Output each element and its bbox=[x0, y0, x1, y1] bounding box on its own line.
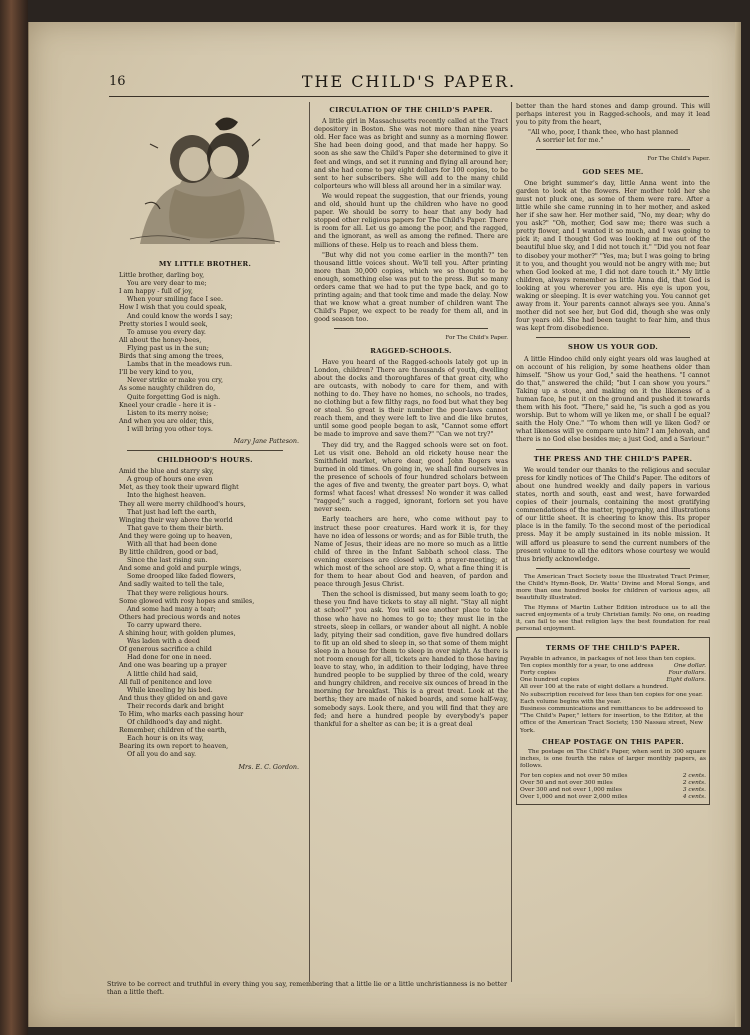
poem-my-little-brother bbox=[107, 271, 303, 433]
terms-row-value: 2 cents. bbox=[682, 772, 706, 779]
paragraph: A little girl in Massachusetts recently called at the Tract depository in Boston. She was not more than nine years old. Her face was as bright and sunny as a morning flower. She had been doing good, and that made her happy. So soon as she saw the Child's Paper she determined to give it feet and wings, and set it running and flying all around her; and she had come to pay eight dollars for 100 copies, to be sent to her subscribers. She will add to the many child colporteurs who will bless all around her in a similar way. bbox=[314, 117, 508, 190]
verse-line: Kneel your cradle - here it is - bbox=[119, 400, 216, 409]
divider bbox=[536, 337, 690, 338]
verse-line: Others had precious words and notes bbox=[119, 612, 241, 621]
verse-line: Remember, children of the earth, bbox=[119, 726, 227, 735]
terms-row-label: Payable in advance, in packages of not less than ten copies. bbox=[520, 655, 696, 662]
verse-line: Into the highest heaven. bbox=[127, 491, 206, 500]
verse-line: By little children, good or bad, bbox=[119, 548, 219, 557]
terms-row bbox=[520, 706, 706, 735]
poem-title-childhoods-hours: CHILDHOOD'S HOURS. bbox=[157, 456, 253, 465]
column-3 bbox=[511, 102, 710, 982]
poem-signature: Mary Jane Patteson. bbox=[233, 436, 299, 445]
paragraph: Then the school is dismissed, but many seem loath to go; these you find have tickets to stay all night. "Stay all night at school?" you ask. You will see another place to take those who have no homes to go to; they must lie in the streets, sleep in cellars, or wander about all night. A noble lady, pitying their sad condition, gave five hundred dollars to fit up an old shed to sleep in, so that some of them might sleep in a house for them to sleep in over night. As there is not room enough for all, tickets are handed to those having leave to stay, who, in addition to their lodging, have three hundred people to be supplied by three of the cold, weary and hungry children, and receive six ounces of bread in the morning for breakfast. This is a great treat. Look at the berths; they are made of naked boards, and some half-way, somebody says. Look there, and you will find that they are fed; and here a hundred people by everybody's paper thankful for a shelter as can be; it is a great deal bbox=[314, 590, 508, 728]
children-engraving-illustration bbox=[120, 104, 290, 254]
paragraph: We would tender our thanks to the religious and secular press for kindly notices of The Child's Paper. The editors of about one hundred weekly and daily papers in various states, north and south, east and west, have forwarded copies of their journals, containing the most gratifying commendations of the matter, typography, and illustrations of our little sheet. It is cheering to know this. Its proper place is in the family. To the second most of the periodical press. May it be amply sustained in its noble mission. It will afford us pleasure to send the current numbers of the present volume to all the editors whose courtesy we would thus briefly acknowledge. bbox=[516, 465, 710, 563]
verse-line: That they were religious hours. bbox=[127, 588, 229, 597]
terms-title: TERMS OF THE CHILD'S PAPER. bbox=[545, 644, 681, 653]
newspaper-page bbox=[28, 22, 741, 1027]
terms-row-value bbox=[703, 692, 706, 699]
divider bbox=[536, 449, 690, 450]
terms-row bbox=[520, 794, 706, 801]
verse-line: And sadly waited to tell the tale, bbox=[119, 580, 225, 589]
verse-line: Of childhood's day and night. bbox=[127, 718, 223, 727]
paragraph: The Hymns of Martin Luther Edition introduce us to all the sacred enjoyments of a truly Christian family. No one, on reading it, can fail to see that religion lays the best foundation for real personal enjoyment. bbox=[516, 604, 710, 633]
paragraph: Have you heard of the Ragged-schools lately got up in London, children? There are thousands of youth, dwelling about the docks and thoroughfares of that great city, who are outcasts, with nobody to care for them, and with nothing to do. They have no homes, no schools, no trades, no clothing but a few filthy rags, no food but what they beg or steal. So great is their number the poor-laws cannot reach them, and they were left to live and die like brutes, until some good people began to ask, "Cannot some effort be made to improve and save them?" "Can we not try?" bbox=[314, 357, 508, 439]
verse-line: Quite forgetting God is nigh. bbox=[127, 392, 221, 401]
terms-box bbox=[516, 637, 710, 805]
divider bbox=[127, 450, 283, 451]
terms-row-value: 4 cents. bbox=[682, 794, 706, 801]
verse-line: And some and gold and purple wings, bbox=[119, 564, 242, 573]
verse-line: Their records dark and bright bbox=[127, 701, 224, 710]
terms-row-value bbox=[703, 656, 706, 663]
article-continuation: better than the hard stones and damp ground. This will perhaps interest you in Ragged-schools, and may it lead you to pity from the heart, bbox=[516, 102, 710, 127]
terms-row bbox=[520, 773, 706, 780]
article-title-circulation: CIRCULATION OF THE CHILD'S PAPER. bbox=[329, 106, 493, 114]
verse-line: When your smiling face I see. bbox=[127, 295, 223, 304]
verse-line: Some drooped like faded flowers, bbox=[127, 572, 236, 581]
verse-line: With all that had been done bbox=[127, 540, 217, 548]
terms-row-label: Ten copies monthly for a year, to one address bbox=[520, 662, 654, 669]
verse-line: Flying past us in the sun; bbox=[127, 343, 209, 352]
verse-line: I'll be very kind to you, bbox=[119, 368, 194, 377]
paragraph: One bright summer's day, little Anna went into the garden to look at the flowers. Her mother told her she must not pluck one, as some of them were rare. After a little while she came running in to her mother, and asked her if she saw her. Her mother said, "No, my dear; why do you ask?" "Oh, mother, God saw me; there was such a pretty flower, and I wanted it so much, and I was going to pick it; and I thought God was looking at me out of the beautiful blue sky, and I did not touch it." "Did you not fear to disobey your mother?" "Yes, ma; but I was going to bring it to you, and thought you would not be angry with me; but when God looked at me, I did not dare touch it." My little children, always remember as little Anna did, that God is looking at you wherever you are. His eye is upon you, waking or sleeping. It is ever watching you. You cannot get away from it. Your parents cannot always see you. Anna's mother did not see her, but God did, though she was only four years old. She had been taught to fear him, and thus was kept from disobedience. bbox=[516, 178, 710, 333]
verse-line: Was laden with a deed bbox=[127, 637, 200, 646]
verse-line: To amuse you every day. bbox=[127, 327, 206, 336]
verse-line: And they were going up to heaven, bbox=[119, 531, 233, 540]
verse-line: And thus they glided on and gave bbox=[119, 693, 228, 702]
column-1 bbox=[107, 102, 303, 982]
column-2 bbox=[309, 102, 508, 982]
verse-line: Pretty stories I would seek, bbox=[119, 319, 208, 328]
book-binding bbox=[0, 0, 28, 1035]
paragraph: We would repeat the suggestion, that our friends, young and old, should hunt up the children who have no good paper. We should be sorry to hear that any body had stopped other religious papers for The Child's Paper. There is room for all. Let us go among the poor, and the ragged, and the ignorant, as well as among the refined. There are millions of these. Help us to reach and bless them. bbox=[314, 191, 508, 249]
terms-row bbox=[520, 780, 706, 787]
verse-line: Winging their way above the world bbox=[119, 515, 233, 524]
quoted-verse bbox=[516, 128, 710, 144]
verse-line: A shining hour, with golden plumes, bbox=[119, 629, 236, 638]
article-title-press: THE PRESS AND THE CHILD'S PAPER. bbox=[533, 454, 693, 463]
terms-row-value: Eight dollars. bbox=[666, 677, 706, 684]
verse-line: And when you are older, this, bbox=[119, 416, 214, 425]
verse-line: You are very dear to me; bbox=[127, 279, 207, 288]
terms-row-value bbox=[703, 699, 706, 706]
divider bbox=[334, 328, 488, 329]
page-edge bbox=[735, 22, 741, 1027]
verse-line: "All who, poor, I thank thee, who hast planned bbox=[528, 128, 679, 137]
terms-row bbox=[520, 692, 706, 699]
article-god-sees-me bbox=[516, 179, 710, 333]
article-title-god-sees-me: GOD SEES ME. bbox=[582, 167, 644, 176]
article-source: For The Child's Paper. bbox=[445, 335, 508, 342]
page-number: 16 bbox=[109, 74, 126, 89]
article-title-ragged-schools: RAGGED-SCHOOLS. bbox=[370, 346, 452, 355]
terms-row-value bbox=[703, 684, 706, 691]
verse-line: To carry upward there. bbox=[127, 620, 202, 629]
verse-line: All full of penitence and love bbox=[119, 677, 212, 686]
paragraph: The American Tract Society issue the Illustrated Tract Primer, the Child's Hymn-Book, Dr. Watts' Divine and Moral Songs, and more than one hundred books for children of various ages, all beautifully illustrated. bbox=[516, 573, 710, 602]
terms-row bbox=[520, 699, 706, 706]
paragraph: A little Hindoo child only eight years old was laughed at on account of his religion, by some heathens older than himself. "Show us your God," said the heathens. "I cannot do that," answered the child; "but I can show you yours." Taking up a stone, and making on it the likeness of a human face, he put it on the ground and pushed it towards them with his foot. "There," said he, "is such a god as you worship. But to whom will ye liken me, or shall I be equal? saith the Holy One." "To whom then will ye liken God? or what likeness will ye compare unto him? I am Jehovah, and there is no God else besides me; a just God, and a Saviour." bbox=[516, 354, 710, 444]
postage-intro: The postage on The Child's Paper, when sent in 300 square inches, is one fourth the rates of larger monthly papers, as follows. bbox=[520, 749, 706, 770]
terms-row-label: Over 300 and not over 1,000 miles bbox=[520, 787, 622, 794]
footer-text: Strive to be correct and truthful in every thing you say, remembering that a little lie or a little unchristianness is no better than a little theft. bbox=[107, 980, 507, 997]
verse-line: Listen to its merry noise; bbox=[127, 408, 209, 417]
verse-line: Met, as they took their upward flight bbox=[119, 483, 239, 492]
verse-line: Lambs that in the meadows run. bbox=[127, 360, 232, 369]
terms-row-label: Each volume begins with the year. bbox=[520, 698, 622, 705]
verse-line: I am happy - full of joy, bbox=[119, 287, 193, 296]
terms-row-label: All over 100 at the rate of eight dollars a hundred. bbox=[520, 684, 669, 691]
verse-line: And some had many a tear; bbox=[127, 604, 216, 613]
verse-line: Bearing its own report to heaven, bbox=[119, 742, 229, 751]
verse-line: That gave to them their birth. bbox=[127, 523, 224, 532]
verse-line: As some naughty children do, bbox=[119, 384, 216, 393]
terms-row-value: One dollar. bbox=[673, 662, 706, 669]
verse-line: All about the honey-bees, bbox=[119, 335, 202, 344]
verse-line: While kneeling by his bed. bbox=[127, 685, 213, 694]
terms-row bbox=[520, 787, 706, 794]
terms-row-label: One hundred copies bbox=[520, 677, 580, 684]
verse-line: A little child had said, bbox=[127, 669, 198, 678]
terms-row-value: 3 cents. bbox=[682, 787, 706, 794]
verse-line: Of generous sacrifice a child bbox=[119, 645, 212, 654]
terms-row-label: Over 1,000 and not over 2,000 miles bbox=[520, 794, 628, 801]
page-header bbox=[109, 70, 709, 97]
verse-line: Since the last rising sun. bbox=[127, 556, 208, 565]
terms-row-label: For ten copies and not over 50 miles bbox=[520, 772, 628, 779]
article-circulation bbox=[314, 117, 508, 323]
terms-row-label: No subscription received for less than ten copies for one year. bbox=[520, 691, 703, 698]
terms-row bbox=[520, 677, 706, 684]
running-title: THE CHILD'S PAPER. bbox=[301, 72, 517, 91]
verse-line: Each hour is on its way, bbox=[127, 734, 204, 743]
verse-line: A group of hours one even bbox=[127, 475, 213, 484]
terms-row-value: 2 cents. bbox=[682, 779, 706, 786]
article-show-us-your-god bbox=[516, 355, 710, 444]
poem-childhoods-hours bbox=[107, 467, 303, 758]
verse-line: Little brother, darling boy, bbox=[119, 271, 205, 280]
notices bbox=[516, 574, 710, 634]
verse-line: Never strike or make you cry, bbox=[127, 376, 224, 385]
verse-line: A sorrier let for me." bbox=[536, 136, 604, 145]
article-title-show-us-your-god: SHOW US YOUR GOD. bbox=[567, 343, 658, 352]
terms-list bbox=[520, 656, 706, 735]
divider bbox=[536, 149, 690, 150]
divider bbox=[536, 568, 690, 569]
verse-line: Amid the blue and starry sky, bbox=[119, 467, 214, 476]
terms-row bbox=[520, 656, 706, 663]
terms-row-label: Forty copies bbox=[520, 670, 557, 677]
verse-line: That just had left the earth, bbox=[127, 507, 217, 516]
poem-title-my-little-brother: MY LITTLE BROTHER. bbox=[158, 260, 252, 268]
terms-row bbox=[520, 684, 706, 691]
verse-line: Birds that sing among the trees, bbox=[119, 352, 224, 361]
terms-row-label: Business communications and remittances to be addressed to "The Child's Paper," letters for insertion, to the Editor, at the office of the American Tract Society, 150 Nassau street, New York. bbox=[520, 706, 703, 734]
terms-row-value: Four dollars. bbox=[668, 670, 706, 677]
postage-table bbox=[520, 773, 706, 802]
verse-line: And could know the words I say; bbox=[127, 311, 233, 320]
article-ragged-schools bbox=[314, 358, 508, 728]
verse-line: And one was bearing up a prayer bbox=[119, 661, 227, 670]
verse-line: Some glowed with rosy hopes and smiles, bbox=[119, 596, 255, 605]
verse-line: How I wish that you could speak, bbox=[119, 303, 227, 312]
paragraph: "But why did not you come earlier in the month?" ten thousand little voices shout. We'll tell you. After printing more than 30,000 copies, which we so thought to be enough, something else was put to the press. But so many orders came that we had to put the type back, and go to printing again; and that took time and made the delay. Now that we know what a great number of children want The Child's Paper, we expect to be ready for them all, and in good season too. bbox=[314, 250, 508, 324]
terms-row-value bbox=[703, 706, 706, 735]
article-source: For The Child's Paper. bbox=[647, 156, 710, 163]
poem-signature: Mrs. E. C. Gordon. bbox=[238, 762, 299, 771]
paragraph: They did try, and the Ragged schools were set on foot. Let us visit one. Behold an old rickety house near the Smithfield market, where dear, good John Rogers was burned in old times. On going in, we shall find ourselves in the presence of schools of four hundred scholars between the ages of five and twenty, the greater part boys. O, what forms! what faces! what dresses! No wonder it was called "ragged;" such a ragged, ignorant, forlorn set you have never seen. bbox=[314, 440, 508, 514]
verse-line: They all were merry childhood's hours, bbox=[119, 499, 246, 508]
verse-line: To Him, who marks each passing hour bbox=[119, 709, 244, 718]
postage-title: CHEAP POSTAGE ON THIS PAPER. bbox=[541, 737, 685, 746]
terms-row-label: Over 50 and not over 300 miles bbox=[520, 779, 613, 786]
article-press bbox=[516, 466, 710, 563]
verse-line: Had done for one in need. bbox=[127, 653, 212, 662]
verse-line: I will bring you other toys. bbox=[127, 424, 213, 433]
verse-line: Of all you do and say. bbox=[127, 750, 197, 759]
terms-row bbox=[520, 670, 706, 677]
terms-row bbox=[520, 663, 706, 670]
paragraph: Early teachers are here, who come without pay to instruct these poor creatures. Hard work it is, for they have no idea of lessons or words; and as for Bible truth, the Name of Jesus, their ideas are no more so much as a little child of three in the Infant Sabbath school class. The evening exercises are closed with a prayer-meeting; at which most of the school are stop. O, what a fine thing it is for them to hear about God and heaven, of pardon and peace through Jesus Christ. bbox=[314, 515, 508, 589]
